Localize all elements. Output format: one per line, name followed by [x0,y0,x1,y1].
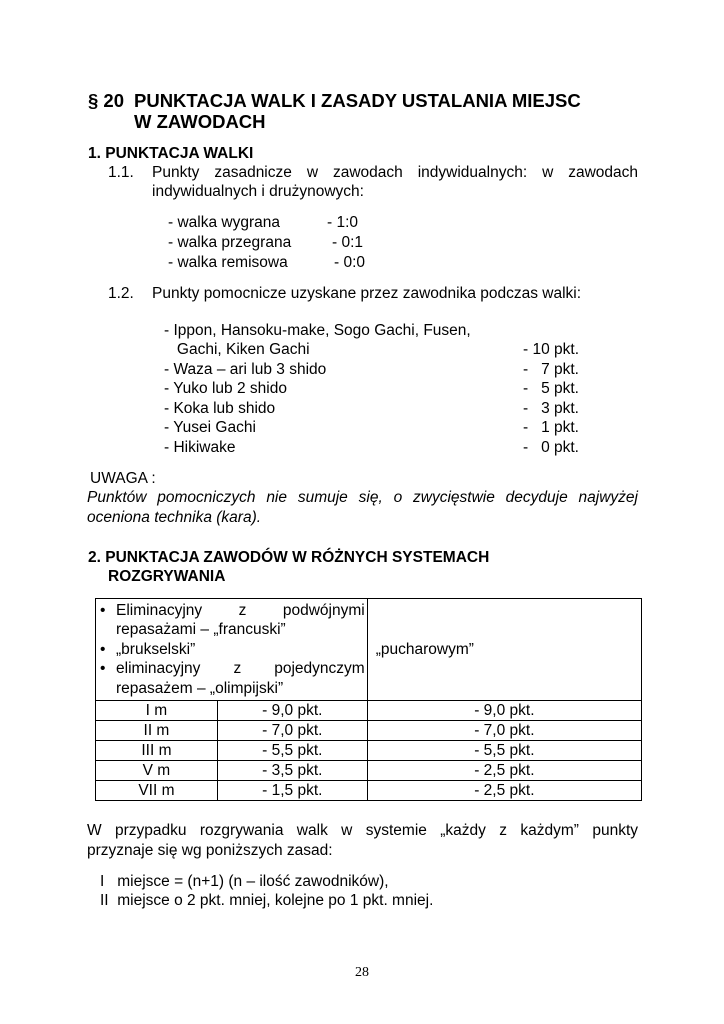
point-1-1-number: 1.1. [108,164,134,181]
note-line2: oceniona technika (kara). [87,509,262,526]
table-row [96,761,642,781]
systems-header-row [96,599,642,701]
table-row [96,721,642,741]
aux-waza-ari-label: - Waza – ari lub 3 shido [164,361,327,378]
cup-system-cell: „pucharowym” [367,599,641,701]
points-a-cell: - 1,5 pkt. [217,781,367,801]
rule-second-place: II miejsce o 2 pkt. mniej, kolejne po 1 pkt. mniej. [100,892,434,909]
place-cell: V m [96,761,218,781]
rule-first-place: I miejsce = (n+1) (n – ilość zawodników), [100,873,389,890]
system-olympic [98,659,365,698]
result-draw-label: - walka remisowa [168,254,288,271]
table-row [96,781,642,801]
place-cell: II m [96,721,218,741]
system-brussels-line1: „brukselski” [116,640,196,658]
systems-list-cell [96,599,368,701]
heading-punktacja-zawodow-line2: ROZGRYWANIA [108,568,226,585]
point-1-1-line1: Punkty zasadnicze w zawodach indywidualnych: w zawodach [152,164,638,181]
points-a-cell: - 9,0 pkt. [217,701,367,721]
points-b-cell: - 7,0 pkt. [367,721,641,741]
system-brussels [98,640,365,660]
system-french-line1: Eliminacyjny z podwójnymi [116,601,365,619]
place-cell: VII m [96,781,218,801]
round-robin-line2: przyznaje się wg poniższych zasad: [87,842,333,859]
system-french [98,601,365,640]
system-olympic-line2: repasażem – „olimpijski” [116,679,284,697]
section-number: § 20 [88,90,125,111]
result-draw-value: - 0:0 [334,254,366,271]
section-title-line1: PUNKTACJA WALK I ZASADY USTALANIA MIEJSC [134,90,581,111]
aux-koka-label: - Koka lub shido [164,400,276,417]
note-line1: Punktów pomocniczych nie sumuje się, o zwycięstwie decyduje najwyżej [87,489,638,506]
points-b-cell: - 2,5 pkt. [367,761,641,781]
system-olympic-line1: eliminacyjny z pojedynczym [116,660,365,678]
points-b-cell: - 2,5 pkt. [367,781,641,801]
result-win-value: - 1:0 [327,214,359,231]
point-1-1-line2: indywidualnych i drużynowych: [152,183,364,200]
aux-hikiwake-value: - 0 pkt. [523,439,579,456]
bullet-icon: • [100,640,106,658]
points-b-cell: - 5,5 pkt. [367,741,641,761]
aux-koka-value: - 3 pkt. [523,400,579,417]
point-1-2-number: 1.2. [108,285,134,302]
result-loss-label: - walka przegrana [168,234,292,251]
heading-punktacja-walki: 1. PUNKTACJA WALKI [88,145,254,162]
bullet-icon: • [100,660,106,678]
result-win-label: - walka wygrana [168,214,280,231]
points-b-cell: - 9,0 pkt. [367,701,641,721]
points-a-cell: - 3,5 pkt. [217,761,367,781]
result-loss-value: - 0:1 [332,234,364,251]
table-row [96,701,642,721]
points-a-cell: - 7,0 pkt. [217,721,367,741]
round-robin-line1: W przypadku rozgrywania walk w systemie „każdy z każdym” punkty [87,822,638,839]
systems-table [95,598,642,801]
table-row [96,741,642,761]
points-a-cell: - 5,5 pkt. [217,741,367,761]
aux-ippon-line2: Gachi, Kiken Gachi [164,341,310,358]
place-cell: III m [96,741,218,761]
note-label: UWAGA : [90,470,156,487]
aux-yusei-label: - Yusei Gachi [164,419,256,436]
aux-hikiwake-label: - Hikiwake [164,439,236,456]
page-number: 28 [355,965,369,980]
aux-ippon-line1: - Ippon, Hansoku-make, Sogo Gachi, Fusen, [164,322,471,339]
point-1-2-text: Punkty pomocnicze uzyskane przez zawodnika podczas walki: [152,285,582,302]
section-title-line2: W ZAWODACH [134,111,266,132]
systems-list [98,601,365,699]
heading-punktacja-zawodow-line1: 2. PUNKTACJA ZAWODÓW W RÓŻNYCH SYSTEMACH [88,549,490,566]
aux-yuko-label: - Yuko lub 2 shido [164,380,287,397]
aux-yuko-value: - 5 pkt. [523,380,579,397]
aux-ippon-value: - 10 pkt. [523,341,579,358]
place-cell: I m [96,701,218,721]
system-french-line2: repasażami – „francuski” [116,621,286,639]
aux-yusei-value: - 1 pkt. [523,419,579,436]
aux-waza-ari-value: - 7 pkt. [523,361,579,378]
bullet-icon: • [100,601,106,619]
